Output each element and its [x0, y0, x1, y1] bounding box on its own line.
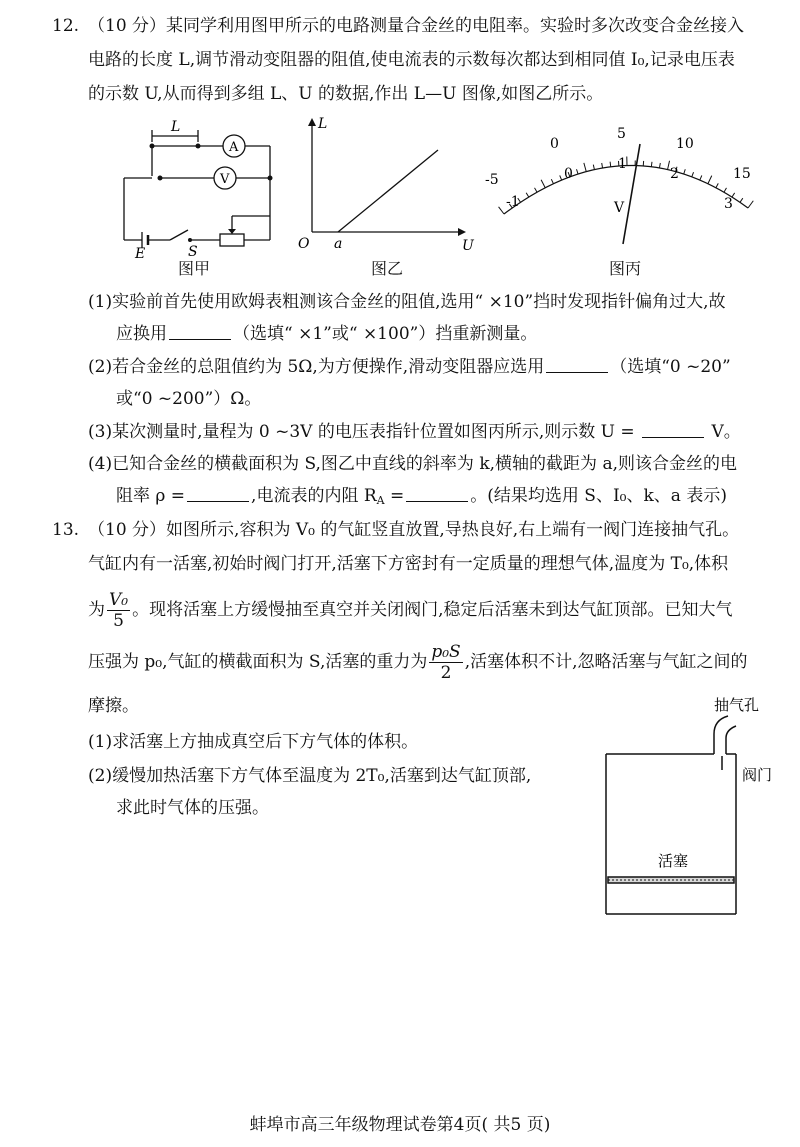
dial-tick	[610, 162, 611, 167]
dial-tick	[700, 175, 702, 180]
label-E: E	[135, 246, 146, 261]
dial-tick	[541, 180, 545, 188]
ammeter-label: A	[229, 140, 239, 155]
answer-blank	[169, 338, 231, 340]
figure-bing-caption: 图丙	[609, 259, 642, 278]
inner-scale-minus1: -1	[506, 194, 520, 210]
dial-tick	[577, 169, 579, 174]
inner-scale-2: 2	[670, 166, 679, 182]
question-12-number: 12.	[52, 16, 80, 36]
figure-yi-caption: 图乙	[371, 259, 404, 278]
outer-scale-10: 10	[676, 136, 694, 152]
dial-unit-label: V	[614, 200, 625, 216]
label-S: S	[188, 244, 198, 260]
q13-stem-line1: （10 分）如图所示,容积为 V₀ 的气缸竖直放置,导热良好,右上端有一阀门连接抽气孔。	[88, 520, 740, 540]
figure-jia-caption: 图甲	[178, 259, 211, 278]
circuit-diagram-jia	[110, 116, 290, 261]
q12-part1-line2: 应换用 （选填“ ×1”或“ ×100”）挡重新测量。	[116, 324, 538, 344]
dial-tick	[551, 179, 553, 184]
q12-part2-line1: (2)若合金丝的总阻值约为 5Ω,为方便操作,滑动变阻器应选用 （选填“0 ~20”	[88, 357, 731, 377]
exhaust-hole-label: 抽气孔	[714, 696, 760, 714]
q12-part4-line1: (4)已知合金丝的横截面积为 S,图乙中直线的斜率为 k,横轴的截距为 a,则该合金丝的电	[88, 454, 737, 474]
q12-stem-line1: （10 分）某同学利用图甲所示的电路测量合金丝的电阻率。实验时多次改变合金丝接入	[88, 16, 745, 36]
dial-tick	[602, 163, 603, 168]
q13-stem-line3: 为 $\frac{\text{V₀}}{5}$ 。现将活塞上方缓慢抽至真空并关闭阀门,稳定后活塞未到达气缸顶部。已知大气	[88, 590, 733, 631]
outer-scale-15: 15	[733, 166, 751, 182]
valve-label: 阀门	[742, 766, 773, 784]
piston-label: 活塞	[658, 852, 689, 870]
page-footer: 蚌埠市高三年级物理试卷第4页( 共5 页)	[249, 1115, 551, 1135]
dial-tick	[692, 172, 694, 177]
q13-part2-line2: 求此时气体的压强。	[116, 798, 269, 818]
q13-stem-line2: 气缸内有一活塞,初始时阀门打开,活塞下方密封有一定质量的理想气体,温度为 T₀,体积	[88, 554, 729, 574]
graph-y-axis-label: L	[318, 116, 328, 132]
q12-part4-line2: 阻率 ρ = ,电流表的内阻 $R_A$ = 。(结果均选用 S、I₀、k、a 表示)	[116, 486, 727, 507]
inner-scale-1: 1	[618, 156, 627, 172]
dial-tick	[526, 193, 529, 197]
q12-part3: (3)某次测量时,量程为 0 ~3V 的电压表指针位置如图丙所示,则示数 U = V。	[88, 422, 741, 442]
q12-part2-line2: 或“0 ~200”）Ω。	[116, 389, 262, 409]
voltmeter-label: V	[220, 172, 230, 187]
outer-scale-minus5: -5	[485, 172, 499, 188]
voltmeter-dial-bing	[480, 118, 780, 248]
answer-blank	[406, 500, 468, 502]
dial-tick	[708, 176, 712, 184]
answer-blank	[187, 500, 249, 502]
dial-tick	[659, 163, 660, 168]
answer-blank	[546, 371, 608, 373]
q13-part2-line1: (2)缓慢加热活塞下方气体至温度为 2T₀,活塞到达气缸顶部,	[88, 766, 532, 786]
inner-scale-0: 0	[564, 166, 573, 182]
graph-yi	[290, 114, 480, 254]
label-L: L	[171, 119, 181, 135]
dial-tick	[748, 201, 753, 208]
fraction-v0-over-5: $\frac{\text{V₀}}{5}$	[109, 590, 129, 631]
question-13-number: 13.	[52, 520, 80, 540]
outer-scale-0: 0	[550, 136, 559, 152]
outer-scale-5: 5	[617, 126, 626, 142]
dial-tick	[724, 188, 727, 192]
q12-stem-line3: 的示数 U,从而得到多组 L、U 的数据,作出 L—U 图像,如图乙所示。	[88, 84, 604, 104]
inner-scale-3: 3	[724, 196, 733, 212]
q13-stem-line5: 摩擦。	[88, 696, 139, 716]
graph-x-axis-label: U	[462, 238, 474, 254]
dial-tick	[560, 175, 562, 180]
q12-part1-line1: (1)实验前首先使用欧姆表粗测该合金丝的阻值,选用“ ×10”挡时发现指针偏角过大,故	[88, 292, 726, 312]
q13-part1: (1)求活塞上方抽成真空后下方气体的体积。	[88, 732, 419, 752]
fraction-p0s-over-2: $\frac{\text{p₀S}}{2}$	[431, 642, 461, 683]
dial-tick	[593, 165, 594, 170]
dial-tick	[584, 163, 586, 172]
dial-tick	[684, 169, 686, 174]
gas-cylinder-figure	[596, 690, 786, 925]
q13-stem-line4: 压强为 p₀,气缸的横截面积为 S,活塞的重力为 $\frac{\text{p₀S}}{2}$ ,活塞体积不计,忽略活塞与气缸之间的	[88, 642, 748, 683]
q12-stem-line2: 电路的长度 L,调节滑动变阻器的阻值,使电流表的示数每次都达到相同值 I₀,记录电压表	[88, 50, 735, 70]
dial-tick	[716, 183, 718, 187]
dial-tick	[499, 207, 504, 214]
graph-intercept-a: a	[334, 236, 343, 252]
graph-origin: O	[298, 236, 310, 252]
dial-tick	[535, 188, 537, 192]
dial-tick	[740, 198, 743, 202]
dial-tick	[651, 162, 652, 167]
answer-blank	[642, 436, 704, 438]
